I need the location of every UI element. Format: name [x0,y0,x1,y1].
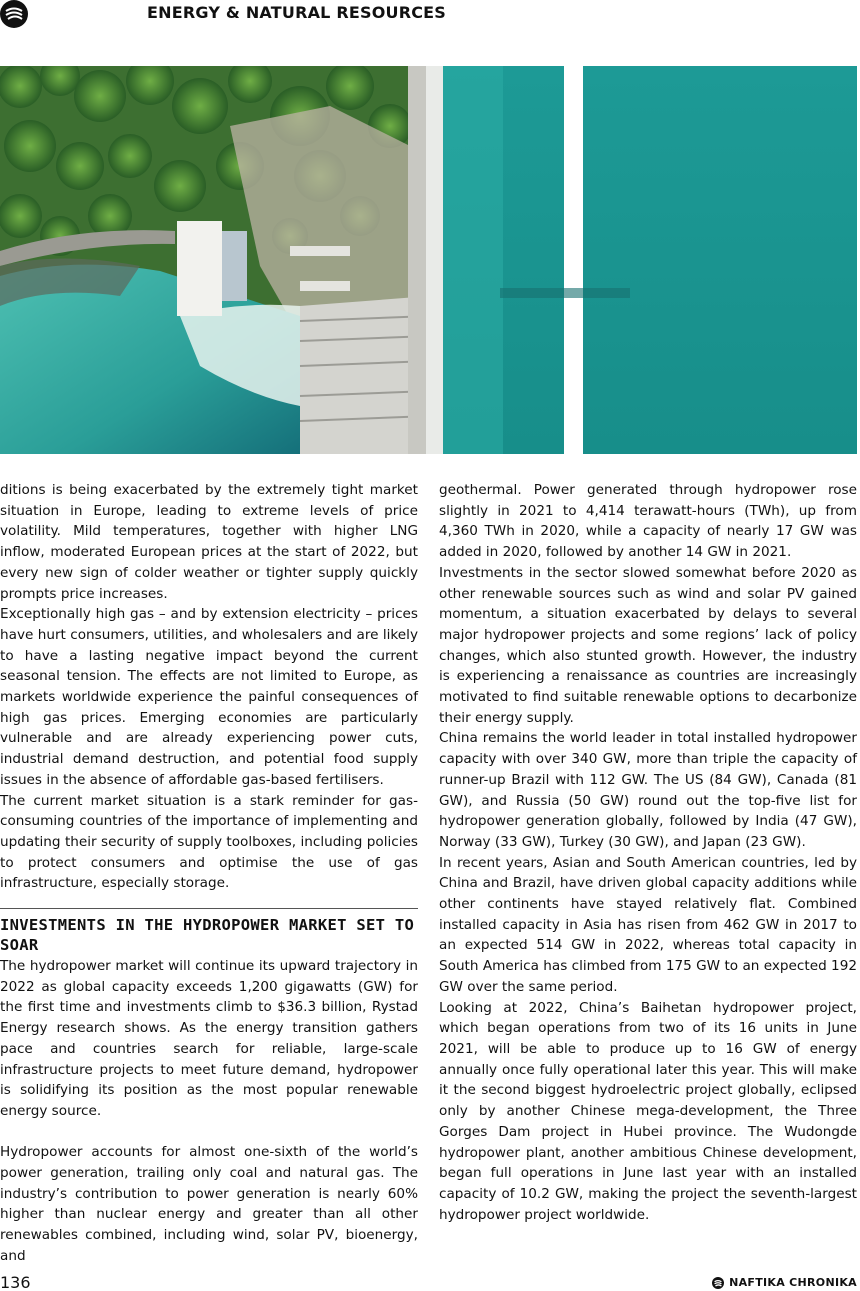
paragraph: Investments in the sector slowed somewhat before 2020 as other renewable sources such as wind and solar PV gained momentum, a situation exacerbated by delays to several major hydropower projects and some regions’ lack of policy changes, which also stunted growth. However, the industry is experiencing a renaissance as countries are increasingly motivated to find suitable renewable options to decarbonize their energy supply. [439,564,857,726]
paragraph: In recent years, Asian and South American countries, led by China and Brazil, have driven global capacity additions while other continents have stayed relatively flat. Combined installed capacity in Asia has risen from 462 GW in 2017 to an expected 514 GW in 2022, whereas total capacity in South America has climbed from 175 GW to an expected 192 GW over the same period. [439,854,857,995]
paragraph: Hydropower accounts for almost one-sixth of the world’s power generation, trailing only coal and natural gas. The industry’s contribution to power generation is nearly 60% higher than nuclear energy and greater than all other renewables combined, including wind, solar PV, bioenergy, and [0,1144,418,1264]
brand-name: NAFTIKA CHRONIKA [729,1276,857,1289]
paragraph: geothermal. Power generated through hydropower rose slightly in 2021 to 4,414 terawatt-hours (TWh), up from 4,360 TWh in 2020, while a capacity of nearly 17 GW was added in 2020, followed by another 14 GW in 2021. [439,482,857,561]
section-title: ENERGY & NATURAL RESOURCES [147,3,447,22]
hydropower-dam-photo [0,66,857,454]
naftika-logo-icon [712,1277,724,1289]
naftika-logo-icon [0,0,28,28]
right-column [439,480,857,1225]
section-divider [0,908,418,909]
footer-brand [712,1276,857,1289]
section-heading: INVESTMENTS IN THE HYDROPOWER MARKET SET TO SOAR [0,916,415,955]
paragraph: The hydropower market will continue its upward trajectory in 2022 as global capacity exceeds 1,200 gigawatts (GW) for the first time and investments climb to $36.3 billion, Rystad Energy research shows. As the energy transition gathers pace and countries search for reliable, large-scale infrastructure projects to meet future demand, hydropower is solidifying its position as the most popular renewable energy source. [0,958,418,1119]
paragraph: Exceptionally high gas – and by extension electricity – prices have hurt consumers, utilities, and wholesalers and are likely to have a lasting negative impact beyond the current seasonal tension. The effects are not limited to Europe, as markets worldwide experience the painful consequences of high gas prices. Emerging economies are particularly vulnerable and are already experiencing power cuts, industrial demand destruction, and potential food supply issues in the absence of affordable gas-based fertilisers. [0,606,418,788]
paragraph: ditions is being exacerbated by the extremely tight market situation in Europe, leading to extreme levels of price volatility. Mild temperatures, together with higher LNG inflow, moderated European prices at the start of 2022, but every new sign of colder weather or tighter supply quickly prompts price increases. [0,482,418,602]
paragraph: Looking at 2022, China’s Baihetan hydropower project, which began operations from two of its 16 units in June 2021, will be able to produce up to 16 GW of energy annually once fully operational later this year. This will make it the second biggest hydroelectric project globally, eclipsed only by another Chinese mega-development, the Three Gorges Dam project in Hubei province. The Wudongde hydropower plant, another ambitious Chinese development, began full operations in June last year with an installed capacity of 10.2 GW, making the project the seventh-largest hydropower project worldwide. [439,999,857,1223]
paragraph: China remains the world leader in total installed hydropower capacity with over 340 GW, more than triple the capacity of runner-up Brazil with 112 GW. The US (84 GW), Canada (81 GW), and Russia (50 GW) round out the top-five list for hydropower generation globally, followed by India (47 GW), Norway (33 GW), Turkey (30 GW), and Japan (23 GW). [439,730,857,850]
paragraph: The current market situation is a stark reminder for gas-consuming countries of the importance of implementing and updating their security of supply toolboxes, including policies to protect consumers and optimise the use of gas infrastructure, especially storage. [0,792,418,892]
page-number: 136 [0,1273,31,1291]
left-column [0,480,418,1267]
